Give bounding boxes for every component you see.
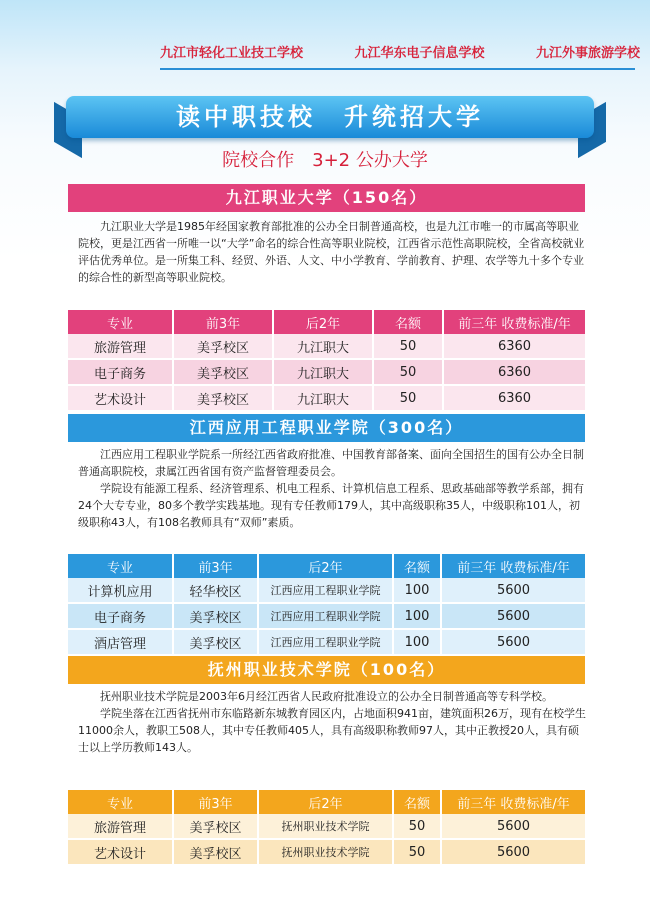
table-row xyxy=(68,629,585,655)
section-heading: 九江职业大学（150名） xyxy=(68,184,585,212)
table-cell: 九江职大 xyxy=(273,359,373,385)
table-cell: 酒店管理 xyxy=(68,629,173,655)
section-description xyxy=(78,688,588,756)
table-cell: 美孚校区 xyxy=(173,334,273,359)
table-cell: 5600 xyxy=(441,603,585,629)
table-cell: 50 xyxy=(373,334,443,359)
school-name: 九江华东电子信息学校 xyxy=(354,46,485,61)
table-cell: 5600 xyxy=(441,629,585,655)
table-row xyxy=(68,359,585,385)
table-cell: 100 xyxy=(393,629,441,655)
enrollment-table xyxy=(68,790,585,866)
table-cell: 50 xyxy=(373,359,443,385)
page-title: 读中职技校 升统招大学 xyxy=(176,103,484,131)
column-header: 名额 xyxy=(393,554,441,578)
column-header: 前3年 xyxy=(173,554,258,578)
table-cell: 美孚校区 xyxy=(173,814,258,839)
table-cell: 美孚校区 xyxy=(173,629,258,655)
table-cell: 电子商务 xyxy=(68,603,173,629)
table-cell: 6360 xyxy=(443,359,585,385)
column-header: 前3年 xyxy=(173,310,273,334)
table-cell: 50 xyxy=(393,839,441,865)
column-header: 专业 xyxy=(68,790,173,814)
table-cell: 九江职大 xyxy=(273,334,373,359)
section-description xyxy=(78,446,588,531)
table-cell: 美孚校区 xyxy=(173,385,273,411)
enrollment-table xyxy=(68,554,585,656)
column-header: 名额 xyxy=(393,790,441,814)
table-row xyxy=(68,603,585,629)
paragraph: 抚州职业技术学院是2003年6月经江西省人民政府批准设立的公办全日制普通高等专科学校。 xyxy=(100,690,553,703)
table-cell: 5600 xyxy=(441,814,585,839)
column-header: 名额 xyxy=(373,310,443,334)
table-cell: 江西应用工程职业学院 xyxy=(258,603,393,629)
table-row xyxy=(68,385,585,411)
table-cell: 100 xyxy=(393,578,441,603)
table-cell: 江西应用工程职业学院 xyxy=(258,629,393,655)
table-cell: 50 xyxy=(373,385,443,411)
table-row xyxy=(68,578,585,603)
table-row xyxy=(68,814,585,839)
table-cell: 美孚校区 xyxy=(173,603,258,629)
enrollment-table xyxy=(68,310,585,412)
page-subtitle: 院校合作 3+2 公办大学 xyxy=(222,150,428,171)
paragraph: 学院坐落在江西省抚州市东临路新东城教育园区内，占地面积941亩，建筑面积26万，现有在校学生11000余人，教职工508人，其中专任教师405人，具有高级职称教师97人，其中正教授20人，具有硕士以上学历教师143人。 xyxy=(78,707,586,754)
table-cell: 抚州职业技术学院 xyxy=(258,839,393,865)
paragraph: 九江职业大学是1985年经国家教育部批准的公办全日制普通高校，也是九江市唯一的市属高等职业院校，更是江西省一所唯一以“大学”命名的综合性高等职业院校，江西省示范性高职院校，全省高校就业评估优秀单位。是一所集工科、经贸、外语、人文、中小学教育、学前教育、护理、农学等九十多个专业的综合性的新型高等职业院校。 xyxy=(78,220,585,284)
section-description xyxy=(78,218,588,286)
column-header: 前三年 收费标准/年 xyxy=(441,554,585,578)
table-row xyxy=(68,839,585,865)
table-cell: 计算机应用 xyxy=(68,578,173,603)
header-divider xyxy=(160,68,635,70)
column-header: 前三年 收费标准/年 xyxy=(443,310,585,334)
table-cell: 6360 xyxy=(443,385,585,411)
table-cell: 九江职大 xyxy=(273,385,373,411)
column-header: 前3年 xyxy=(173,790,258,814)
table-cell: 艺术设计 xyxy=(68,385,173,411)
table-cell: 艺术设计 xyxy=(68,839,173,865)
section-heading: 抚州职业技术学院（100名） xyxy=(68,656,585,684)
table-cell: 轻华校区 xyxy=(173,578,258,603)
table-cell: 5600 xyxy=(441,578,585,603)
table-cell: 100 xyxy=(393,603,441,629)
school-name: 九江外事旅游学校 xyxy=(535,46,640,61)
column-header: 后2年 xyxy=(258,554,393,578)
table-cell: 50 xyxy=(393,814,441,839)
section-heading: 江西应用工程职业学院（300名） xyxy=(68,414,585,442)
school-list xyxy=(160,42,640,61)
paragraph: 江西应用工程职业学院系一所经江西省政府批准、中国教育部备案、面向全国招生的国有公办全日制普通高职院校，隶属江西省国有资产监督管理委员会。 xyxy=(78,448,584,478)
column-header: 专业 xyxy=(68,310,173,334)
title-ribbon xyxy=(60,92,600,150)
column-header: 前三年 收费标准/年 xyxy=(441,790,585,814)
table-cell: 抚州职业技术学院 xyxy=(258,814,393,839)
table-cell: 6360 xyxy=(443,334,585,359)
school-name: 九江市轻化工业技工学校 xyxy=(160,46,304,61)
top-banner-background xyxy=(0,0,650,75)
table-cell: 旅游管理 xyxy=(68,334,173,359)
column-header: 专业 xyxy=(68,554,173,578)
table-cell: 美孚校区 xyxy=(173,839,258,865)
table-cell: 美孚校区 xyxy=(173,359,273,385)
paragraph: 学院设有能源工程系、经济管理系、机电工程系、计算机信息工程系、思政基础部等教学系部，拥有24个大专专业，80多个教学实践基地。现有专任教师179人，其中高级职称35人，中级职称101人，初级职称43人，有108名教师具有“双师”素质。 xyxy=(78,482,584,529)
column-header: 后2年 xyxy=(273,310,373,334)
table-cell: 电子商务 xyxy=(68,359,173,385)
table-cell: 5600 xyxy=(441,839,585,865)
table-cell: 江西应用工程职业学院 xyxy=(258,578,393,603)
table-cell: 旅游管理 xyxy=(68,814,173,839)
table-row xyxy=(68,334,585,359)
column-header: 后2年 xyxy=(258,790,393,814)
